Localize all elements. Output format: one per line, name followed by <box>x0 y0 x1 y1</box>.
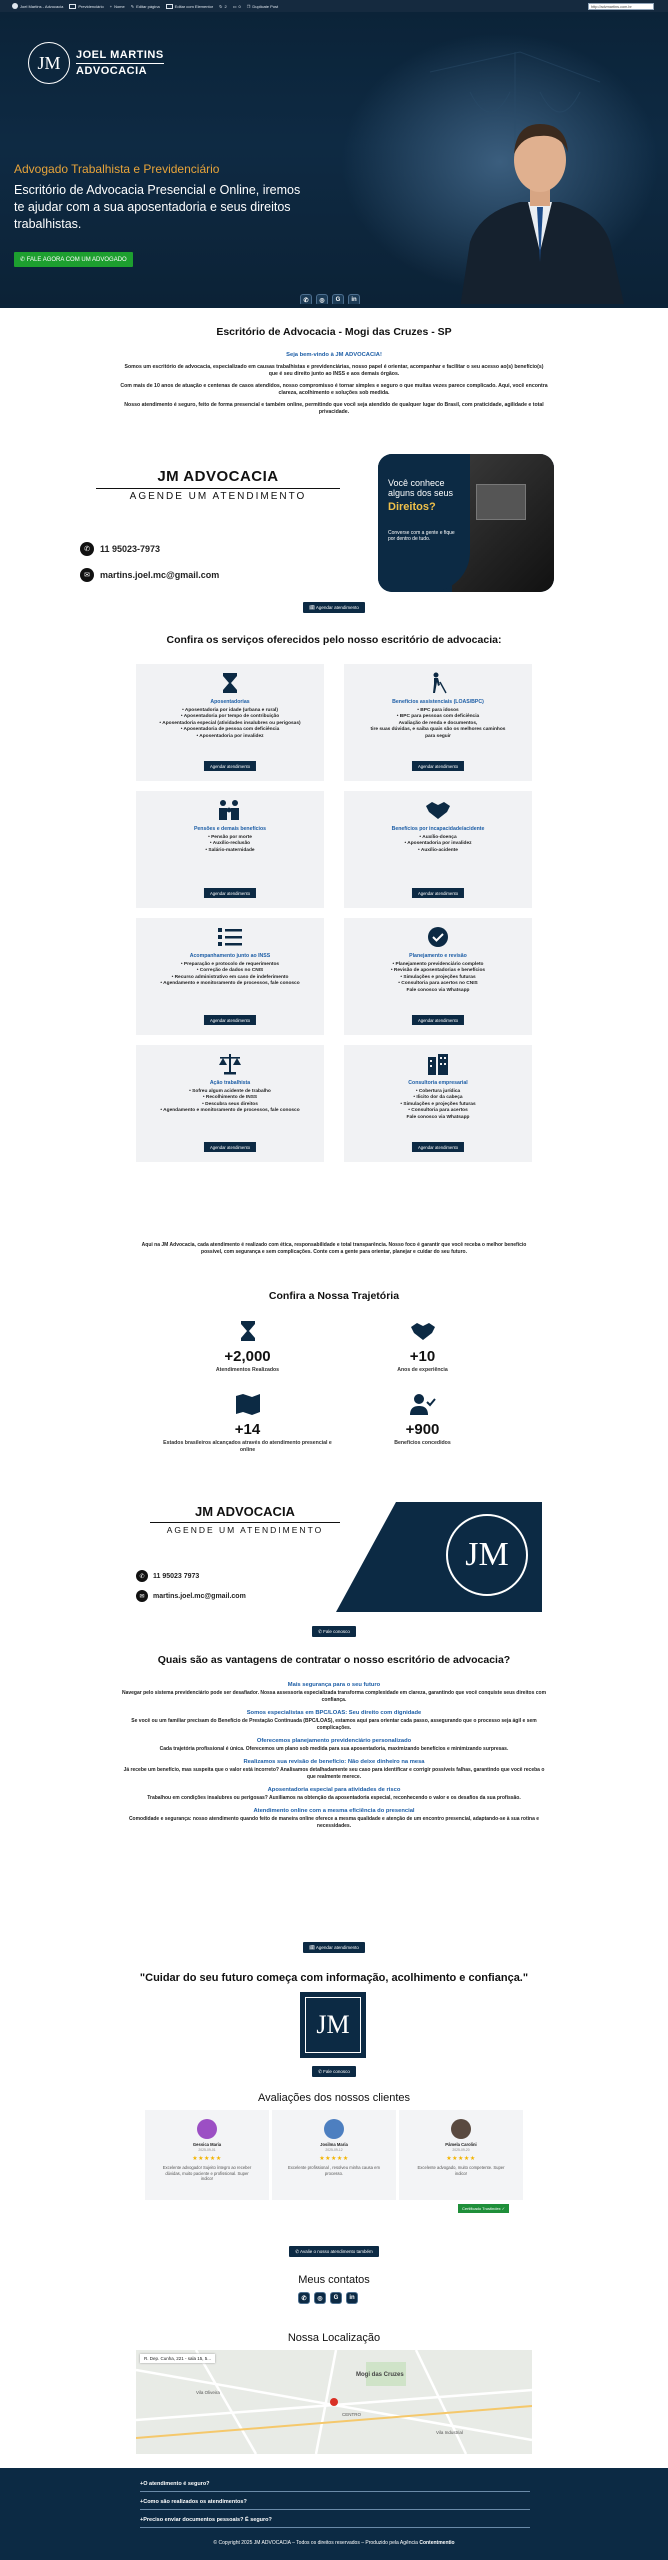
quote-logo: JM <box>300 1992 366 2058</box>
service-card: Planejamento e revisão • Planejamento previdenciário completo • Revisão de aposentadorias e benefícios • Simulações e projeções futuras • Consultoria para acertos no CNIS Fale conosco via Whatsapp Agendar atendimento <box>344 918 532 1035</box>
copy-icon: ❐ <box>246 3 251 9</box>
closing-paragraph: Aqui na JM Advocacia, cada atendimento é realizado com ética, responsabilidade e total transparência. Nosso foco é garantir que você receba o melhor benefício possível, com segurança e sem complicações. Conte com a gente para orientar, planejar e cuidar do seu futuro. <box>141 1242 527 1255</box>
google-icon[interactable]: G <box>330 2292 342 2304</box>
star-rating: ★★★★★ <box>192 2156 222 2162</box>
service-schedule-button[interactable]: Agendar atendimento <box>204 1015 256 1025</box>
service-list: • Pensão por morte • Auxílio-reclusão • Salário-maternidade <box>205 835 255 853</box>
intro-paragraph-1: Somos um escritório de advocacia, especializado em causas trabalhistas e previdenciárias, nosso papel é orientar, acompanhar e facilitar o seu acesso ao(s) benefício(s) que é seu direito junto ao INSS e aos demais órgãos. <box>124 363 544 377</box>
location-heading: Nossa Localização <box>287 2332 381 2344</box>
star-rating: ★★★★★ <box>319 2156 349 2162</box>
customize-item[interactable]: Previdenciário <box>69 4 103 9</box>
service-list: • BPC para idosos • BPC para pessoas com deficiência Avaliação de renda e documentos, tire suas dúvidas, e saiba quais são os melhores caminhos para seguir <box>370 708 506 739</box>
avatar <box>451 2119 471 2139</box>
stats-grid <box>160 1318 510 1453</box>
user-check-icon <box>335 1391 510 1417</box>
hero-section <box>0 12 668 308</box>
whatsapp-icon[interactable]: ✆ <box>298 2292 310 2304</box>
quote-button[interactable]: ✆ Fale conosco <box>312 2066 356 2077</box>
handshake-icon <box>344 799 532 821</box>
chevron-right-icon: + <box>140 2480 144 2487</box>
service-schedule-button[interactable]: Agendar atendimento <box>412 1015 464 1025</box>
service-card: Ação trabalhista • Sofreu algum acidente de trabalho • Recolhimento de INSS • Descubra seus direitos • Agendamento e monitoramento de processos, fale conosco Agendar atendimento <box>136 1045 324 1162</box>
advantages-list <box>120 1682 548 1836</box>
advantage-item: Oferecemos planejamento previdenciário personalizado Cada trajetória profissional é única. Oferecemos um plano sob medida para sua aposentadoria, maximizando benefícios e minimizando surpresas. <box>159 1738 509 1752</box>
whatsapp-icon: ✆ <box>20 257 27 263</box>
service-list: • Aposentadoria por idade (urbana e rural) • Aposentadoria por tempo de contribuição • Aposentadoria especial (atividades insalubres ou perigosas) • Aposentadoria de pessoa com deficiência • Aposentadoria por invalidez <box>159 708 301 739</box>
hourglass-icon <box>136 672 324 694</box>
advantages-button-wrap <box>0 1942 668 1953</box>
elementor-icon <box>166 4 173 9</box>
contact-card <box>84 468 340 580</box>
faq-section <box>0 2468 668 2560</box>
star-rating: ★★★★★ <box>446 2156 476 2162</box>
services-grid <box>136 664 532 1162</box>
review-card: Gessica Maria 2025-09-01 ★★★★★ Excelente advogado! Sujeito íntegro ao receber dúvidas, muito paciente e profissional. Super indico! <box>145 2110 269 2200</box>
contact-brand: JM ADVOCACIA <box>157 468 279 485</box>
stat-item: +14 Estados brasileiros alcançados através do atendimento presencial e online <box>160 1391 335 1453</box>
duplicate-post-item[interactable]: ❐ Duplicate Post <box>246 3 279 9</box>
footer-agency-link[interactable]: Contentmentio <box>419 2540 455 2546</box>
service-schedule-button[interactable]: Agendar atendimento <box>412 1142 464 1152</box>
service-card: Benefícios por incapacidade/acidente • Auxílio-doença • Aposentadoria por invalidez • Auxílio-acidente Agendar atendimento <box>344 791 532 908</box>
service-card: Consultoria empresarial • Cobertura jurídica • Ilicito dor da cabeça • Simulações e projeções futuras • Consultoria para acertos Fale conosco via Whatsapp Agendar atendimento <box>344 1045 532 1162</box>
contact-tagline: AGENDE UM ATENDIMENTO <box>96 488 340 502</box>
advantages-button[interactable]: 🗓 Agendar atendimento <box>303 1942 365 1953</box>
blind-person-icon <box>344 672 532 694</box>
service-schedule-button[interactable]: Agendar atendimento <box>204 761 256 771</box>
contact2-email[interactable]: ✉ martins.joel.mc@gmail.com <box>136 1590 246 1602</box>
whatsapp-icon: ✆ <box>318 1628 324 1634</box>
service-card: Aposentadorias • Aposentadoria por idade (urbana e rural) • Aposentadoria por tempo de contribuição • Aposentadoria especial (atividades insalubres ou perigosas) • Aposentadoria de pessoa com deficiência • Aposentadoria por invalidez Agendar atendimento <box>136 664 324 781</box>
advantage-item: Realizamos sua revisão de benefício: Não deixe dinheiro na mesa Já recebe um benefício, mas suspeita que o valor está incorreto? Analisamos detalhadamente seu caso para identificar e corrigir possíveis falhas, garantindo que você receba o que realmente merece. <box>123 1759 545 1780</box>
whatsapp-icon: ✆ <box>318 2068 324 2074</box>
page-content <box>0 308 668 2560</box>
phone-icon: ✆ <box>80 542 94 556</box>
reviews-heading: Avaliações dos nossos clientes <box>257 2092 411 2104</box>
advantage-item: Somos especialistas em BPC/LOAS: Seu direito com dignidade Se você ou um familiar precisam do Benefício de Prestação Continuada (BPC/LOAS), estamos aqui para orientar cada passo, assegurando que o processo seja ágil e sem complicações. <box>131 1710 537 1731</box>
service-schedule-button[interactable]: Agendar atendimento <box>412 761 464 771</box>
elementor-item[interactable]: Editar com Elementor <box>166 4 213 9</box>
map-streets <box>136 2350 532 2454</box>
monitor-shape <box>476 484 526 520</box>
wordpress-icon <box>12 3 18 9</box>
new-item[interactable]: + Nome <box>109 3 125 9</box>
logo-text: JOEL MARTINS ADVOCACIA <box>76 49 164 77</box>
map-embed[interactable]: R. Dep. Cunha, 221 - sala 15, 5... Mogi das Cruzes CENTRO Vila Oliveira Vila Industrial <box>136 2350 532 2454</box>
chevron-right-icon: + <box>140 2516 144 2523</box>
calendar-icon: 🗓 <box>309 1944 316 1950</box>
linkedin-icon[interactable]: in <box>346 2292 358 2304</box>
stat-item: +2,000 Atendimentos Realizados <box>160 1318 335 1373</box>
site-logo[interactable] <box>28 42 164 84</box>
footer: © Copyright 2025 JM ADVOCACIA – Todos os direitos reservados – Produzido pela Agência Contentmentio <box>213 2540 455 2546</box>
faq-item[interactable]: + Como são realizados os atendimentos? <box>140 2494 530 2510</box>
stat-item: +900 Benefícios concedidos <box>335 1391 510 1453</box>
service-schedule-button[interactable]: Agendar atendimento <box>204 888 256 898</box>
promo-banner <box>378 454 554 592</box>
contact2-button[interactable]: ✆ Fale conosco <box>312 1626 356 1637</box>
advantage-item: Atendimento online com a mesma eficiência do presencial Comodidade e segurança: nosso atendimento quando feito de maneira online oferece a mesma qualidade e atenção de um encontro presencial, adaptando-se à sua rotina e necessidades. <box>128 1808 540 1829</box>
building-icon <box>344 1053 532 1075</box>
quote-text: "Cuidar do seu futuro começa com informação, acolhimento e confiança." <box>139 1972 529 1984</box>
avatar <box>197 2119 217 2139</box>
check-circle-icon <box>344 926 532 948</box>
faq-item[interactable]: + O atendimento é seguro? <box>140 2476 530 2492</box>
service-card: Acompanhamento junto ao INSS • Preparação e protocolo de requerimentos • Correção de dados no CNIS • Recurso administrativo em caso de indeferimento • Agendamento e monitoramento de processos, fale conosco Agendar atendimento <box>136 918 324 1035</box>
map-address: R. Dep. Cunha, 221 - sala 15, 5... <box>140 2354 215 2363</box>
advantage-item: Aposentadoria especial para atividades de risco Trabalhou em condições insalubres ou perigosas? Auxiliamos na obtenção da aposentadoria especial, reconhecendo o valor e os desafios da sua profissão. <box>147 1787 521 1801</box>
calendar-icon: 🗓 <box>309 604 316 610</box>
hero-title: Escritório de Advocacia Presencial e Online, iremos te ajudar com a sua aposentadoria e seus direitos trabalhistas. <box>14 183 301 231</box>
service-card: Pensões e demais benefícios • Pensão por morte • Auxílio-reclusão • Salário-maternidade Agendar atendimento <box>136 791 324 908</box>
contacts-social <box>298 2292 358 2304</box>
contact-card-2: JM ADVOCACIA AGENDE UM ATENDIMENTO <box>150 1504 340 1535</box>
map-icon <box>160 1391 335 1417</box>
phone-icon: ✆ <box>136 1570 148 1582</box>
contact2-button-wrap <box>0 1626 668 1637</box>
review-cta-button[interactable]: ✆ Avalie o nosso atendimento também <box>289 2246 379 2257</box>
avatar <box>324 2119 344 2139</box>
email-icon: ✉ <box>136 1590 148 1602</box>
trajectory-heading: Confira a Nossa Trajetória <box>268 1290 400 1302</box>
wp-logo-item[interactable]: Joel Martins - Advocacia <box>12 3 63 9</box>
pencil-icon: ✎ <box>130 3 135 9</box>
advantage-item: Mais segurança para o seu futuro Navegar pelo sistema previdenciário pode ser desafiador. Nossa assessoria especializada transforma complexidade em clareza, garantindo que você conquiste seus direitos com confiança. <box>121 1682 547 1703</box>
contacts-heading: Meus contatos <box>298 2274 370 2286</box>
contact2-phone[interactable]: ✆ 11 95023 7973 <box>136 1570 199 1582</box>
lawyer-portrait <box>440 92 640 308</box>
whatsapp-icon[interactable]: ✆ <box>300 294 312 306</box>
chat-icon: ✆ <box>295 2248 301 2254</box>
review-card: Pâmela Carolini 2025-09-20 ★★★★★ Excelente advogado, muito competente. Super indico! <box>399 2110 523 2200</box>
hourglass-icon <box>160 1318 335 1344</box>
plus-icon: + <box>109 3 113 9</box>
scales-icon <box>136 1053 324 1075</box>
admin-bar-items <box>12 3 278 9</box>
schedule-button[interactable]: 🗓 Agendar atendimento <box>303 602 365 613</box>
promo-text: Você conhece alguns dos seus Direitos? Converse com a gente e fique por dentro de tudo. <box>388 478 455 542</box>
contact-phone[interactable]: ✆ 11 95023-7973 <box>80 542 160 556</box>
family-icon <box>136 799 324 821</box>
hero-cta-button[interactable]: ✆ FALE AGORA COM UM ADVOGADO <box>14 252 133 267</box>
intro-paragraph-2: Com mais de 10 anos de atuação e centenas de casos atendidos, nosso compromisso é tornar simples e seguro o que muitas vezes parece complicado. Aqui, você encontra clareza, acolhimento e soluções sob medida. <box>120 382 548 396</box>
contact2-monogram: JM <box>446 1514 528 1596</box>
chevron-right-icon: + <box>140 2498 144 2505</box>
intro-heading: Escritório de Advocacia - Mogi das Cruzes - SP <box>216 326 452 338</box>
admin-bar <box>0 0 668 12</box>
service-card: Benefícios assistenciais (LOAS/BPC) • BPC para idosos • BPC para pessoas com deficiência Avaliação de renda e documentos, tire suas dúvidas, e saiba quais são os melhores caminhos para seguir Agendar atendimento <box>344 664 532 781</box>
linkedin-icon[interactable]: in <box>348 294 360 306</box>
brush-icon <box>69 4 76 9</box>
edit-page-item[interactable]: ✎ Editar página <box>130 3 160 9</box>
quote-button-wrap <box>0 2066 668 2077</box>
instagram-icon[interactable]: ◎ <box>314 2292 326 2304</box>
intro-lead: Seja bem-vindo à JM ADVOCACIA! <box>286 352 382 358</box>
comments-item[interactable]: ▭ 0 <box>232 3 241 9</box>
stat-item: +10 Anos de experiência <box>335 1318 510 1373</box>
advantages-heading: Quais são as vantagens de contratar o nosso escritório de advocacia? <box>157 1654 511 1666</box>
service-list: • Preparação e protocolo de requerimentos • Correção de dados no CNIS • Recurso administrativo em caso de indeferimento • Agendamento e monitoramento de processos, fale conosco <box>160 962 300 987</box>
contact-email[interactable]: ✉ martins.joel.mc@gmail.com <box>80 568 219 582</box>
hero-subtitle: Advogado Trabalhista e Previdenciário <box>14 162 220 176</box>
service-list: • Planejamento previdenciário completo • Revisão de aposentadorias e benefícios • Simulações e projeções futuras • Consultoria para acertos no CNIS Fale conosco via Whatsapp <box>390 962 486 993</box>
service-list: • Sofreu algum acidente de trabalho • Recolhimento de INSS • Descubra seus direitos • Agendamento e monitoramento de processos, fale conosco <box>160 1089 300 1114</box>
list-icon <box>136 926 324 948</box>
intro-text <box>0 352 668 421</box>
admin-search-input[interactable]: http://advmartins.com.br <box>588 3 654 10</box>
logo-monogram: JM <box>28 42 70 84</box>
service-schedule-button[interactable]: Agendar atendimento <box>204 1142 256 1152</box>
updates-item[interactable]: ↻ 2 <box>219 3 227 9</box>
email-icon: ✉ <box>80 568 94 582</box>
google-icon[interactable]: G <box>332 294 344 306</box>
service-list: • Auxílio-doença • Aposentadoria por invalidez • Auxílio-acidente <box>404 835 472 853</box>
instagram-icon[interactable]: ◎ <box>316 294 328 306</box>
review-cta-wrap <box>0 2246 668 2257</box>
service-list: • Cobertura jurídica • Ilicito dor da cabeça • Simulações e projeções futuras • Consultoria para acertos Fale conosco via Whatsapp <box>400 1089 476 1120</box>
review-card: Josilma Maria 2025-09-12 ★★★★★ Excelente profissional , resolveu minha causa em processo. <box>272 2110 396 2200</box>
intro-paragraph-3: Nosso atendimento é seguro, feito de forma presencial e também online, permitindo que você seja atendido de qualquer lugar do Brasil, com praticidade, agilidade e total privacidade. <box>124 401 544 415</box>
faq-item[interactable]: + Preciso enviar documentos pessoais? É seguro? <box>140 2512 530 2528</box>
comment-icon: ▭ <box>232 3 237 9</box>
service-schedule-button[interactable]: Agendar atendimento <box>412 888 464 898</box>
schedule-button-wrap <box>0 602 668 613</box>
verified-badge: Certificado Trustindex ✓ <box>458 2204 509 2213</box>
handshake-icon <box>335 1318 510 1344</box>
refresh-icon: ↻ <box>219 3 223 9</box>
services-heading: Confira os serviços oferecidos pelo nosso escritório de advocacia: <box>166 634 502 646</box>
